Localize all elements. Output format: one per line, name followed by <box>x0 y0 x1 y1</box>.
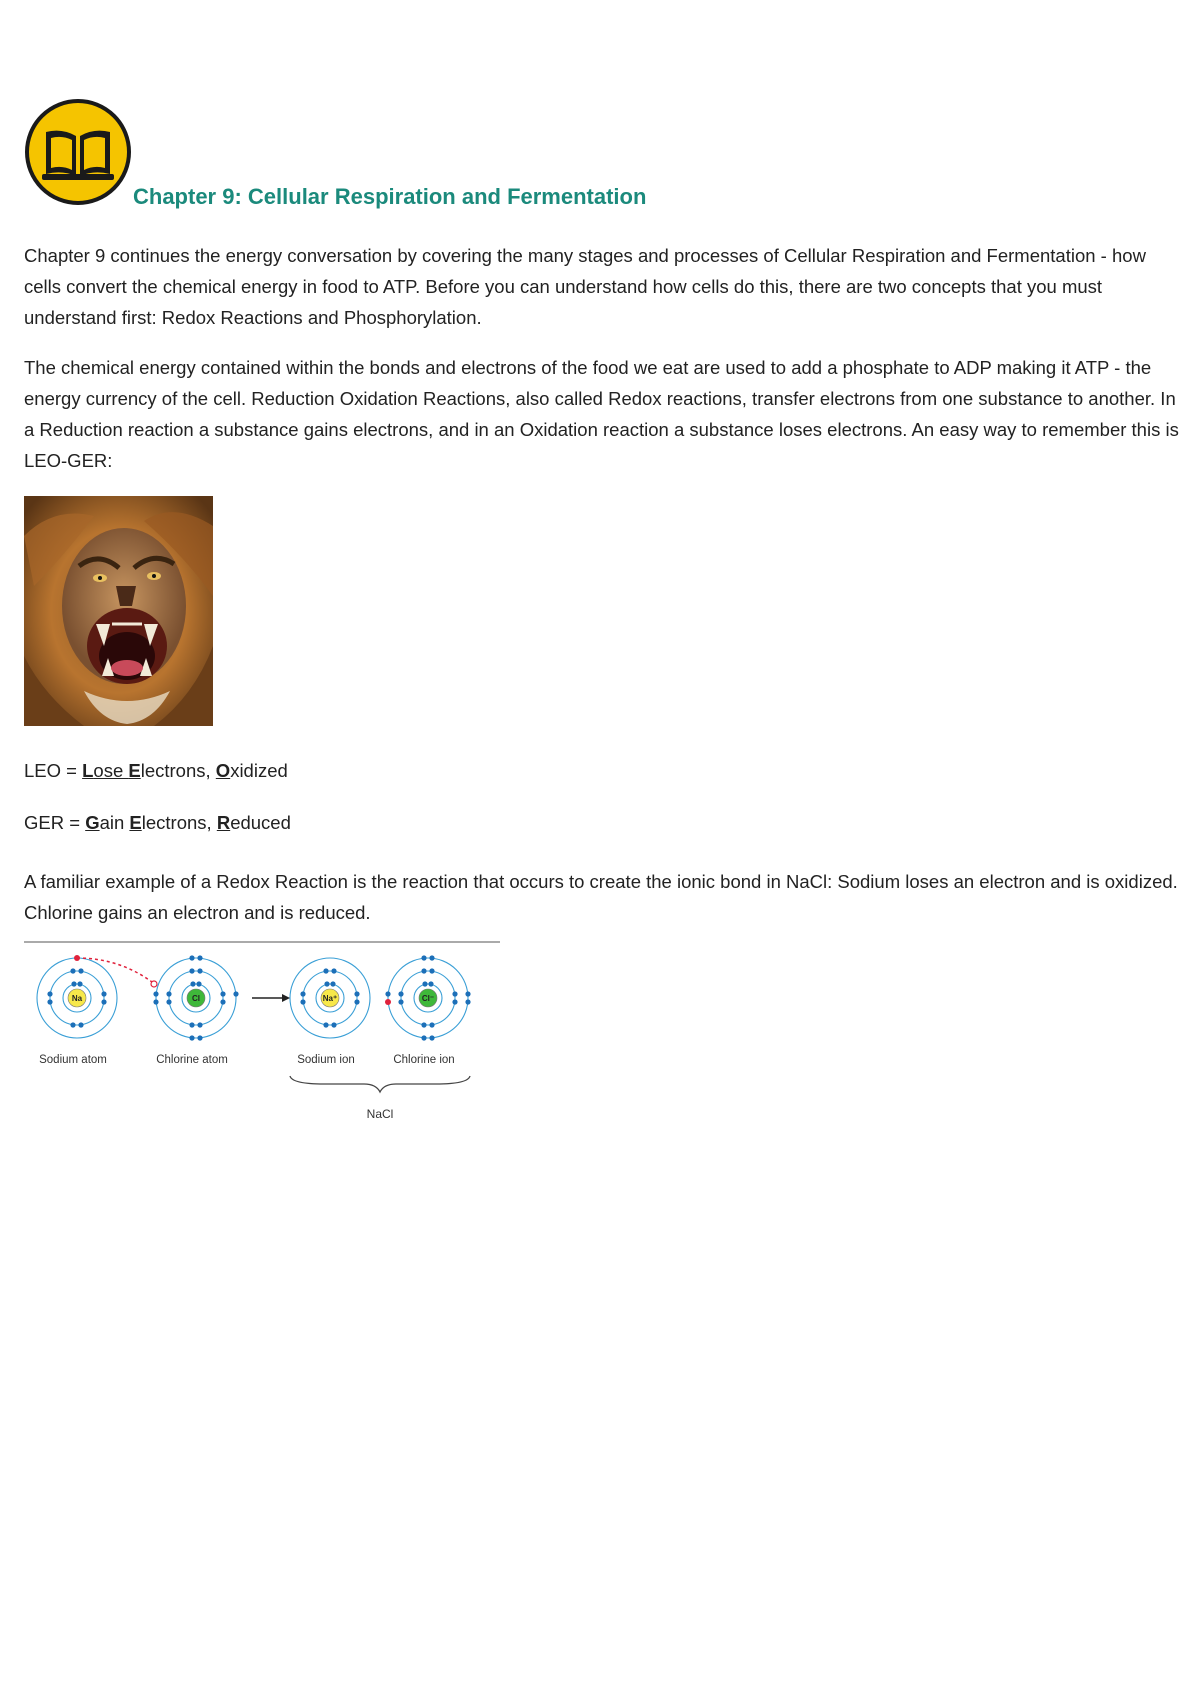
leo-mnemonic <box>24 758 288 784</box>
leo-prefix: LEO = <box>24 760 83 781</box>
ger-letter-g: G <box>85 812 100 833</box>
redox-paragraph: The chemical energy contained within the bonds and electrons of the food we eat are used to add a phosphate to ADP making it ATP - the energy currency of the cell. Reduction Oxidation Reactions, also called Redox reactions, transfer electrons from one substance to another. In a Reduction reaction a substance gains electrons, and in an Oxidation reaction a substance loses electrons. An easy way to remember this is LEO-GER: <box>24 357 1179 471</box>
nacl-label: NaCl <box>366 1107 394 1121</box>
ger-mnemonic <box>24 810 291 836</box>
atom-symbol: Na <box>71 994 83 1003</box>
example-paragraph: A familiar example of a Redox Reaction is the reaction that occurs to create the ionic bond in NaCl: Sodium loses an electron and is oxidized. Chlorine gains an electron and is reduced. <box>24 871 1178 923</box>
ger-letter-e: E <box>129 812 142 833</box>
leo-word3-rest: xidized <box>230 760 288 781</box>
gained-electron <box>385 999 391 1005</box>
leo-word1-rest: ose <box>93 760 129 781</box>
electron-transfer-path <box>77 958 152 982</box>
leo-letter-e: E <box>128 760 141 781</box>
atom-caption: Chlorine ion <box>393 1054 455 1066</box>
ger-word3-rest: educed <box>230 812 291 833</box>
ger-prefix: GER = <box>24 812 86 833</box>
ger-word2-rest: lectrons, <box>141 812 217 833</box>
nacl-brace <box>290 1076 470 1092</box>
atom-1 <box>153 955 238 1066</box>
electron-destination <box>151 981 157 987</box>
leo-word2-rest: lectrons, <box>140 760 216 781</box>
intro-paragraph: Chapter 9 continues the energy conversation by covering the many stages and processes of Cellular Respiration and Fermentation - how cells convert the chemical energy in food to ATP. Before you can understand how cells do this, there are two concepts that you must understand first: Redox Reactions and Phosphorylation. <box>24 245 1146 328</box>
atom-caption: Sodium atom <box>39 1054 107 1066</box>
atom-3 <box>385 955 471 1066</box>
leo-letter-l: L <box>82 760 94 781</box>
open-book-icon <box>24 98 132 206</box>
atom-symbol: Cl <box>192 994 200 1003</box>
ger-word1-rest: ain <box>99 812 130 833</box>
atom-2 <box>290 958 370 1066</box>
reaction-arrow-head <box>282 994 290 1002</box>
atom-0 <box>37 955 117 1066</box>
chapter-title: Chapter 9: Cellular Respiration and Fermentation <box>133 184 647 209</box>
atom-symbol: Na⁺ <box>322 994 338 1003</box>
nacl-redox-diagram <box>24 940 500 1140</box>
atom-caption: Sodium ion <box>297 1054 355 1066</box>
roaring-lion-photo <box>24 496 213 726</box>
atom-caption: Chlorine atom <box>156 1054 228 1066</box>
ger-letter-r: R <box>216 812 231 833</box>
atom-symbol: Cl⁻ <box>421 994 435 1003</box>
leo-letter-o: O <box>215 760 231 781</box>
